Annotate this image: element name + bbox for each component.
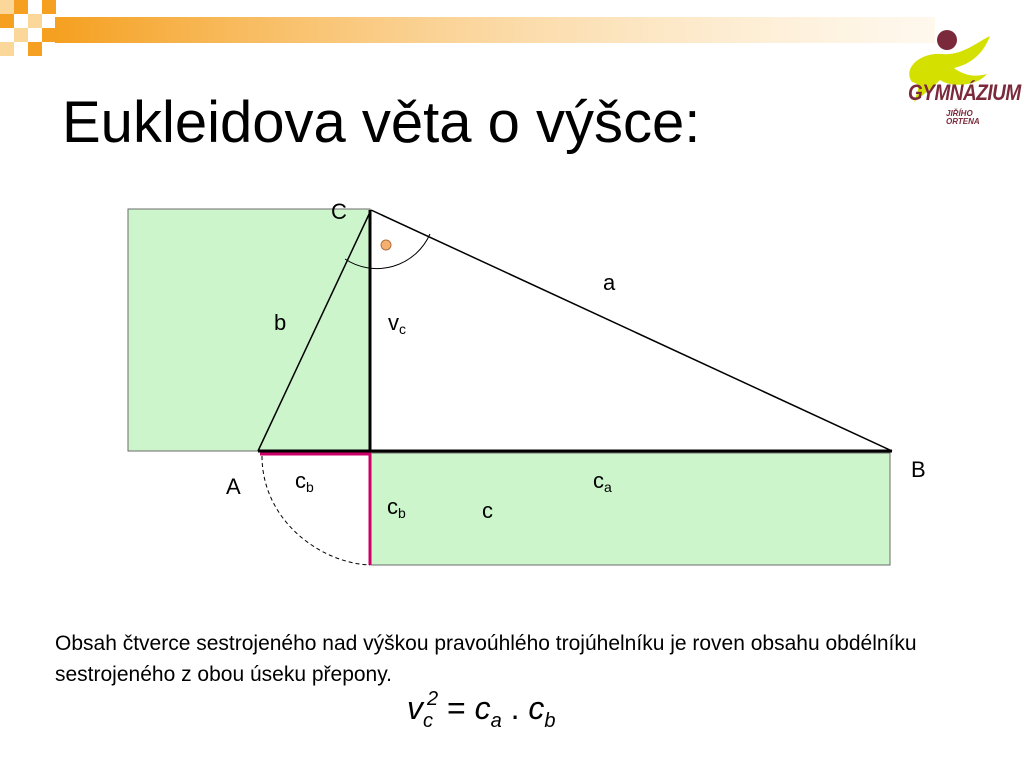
side-a bbox=[371, 210, 892, 451]
side-a-label: a bbox=[603, 270, 616, 295]
right-angle-dot bbox=[381, 240, 391, 250]
vertex-c-label: C bbox=[331, 199, 347, 224]
logo-text: GYMNÁZIUM bbox=[908, 81, 1021, 106]
logo-subtext: JIŘÍHO ORTENA bbox=[946, 109, 980, 126]
rotation-arc bbox=[262, 456, 370, 565]
segment-cb-side-label: $c_b$ bbox=[387, 494, 406, 521]
segment-ca-label: $c_a$ bbox=[593, 468, 612, 495]
vertex-b-label: B bbox=[911, 457, 926, 482]
vertex-a-label: A bbox=[226, 474, 241, 499]
description-text: Obsah čtverce sestrojeného nad výškou pravoúhlého trojúhelníku je roven obsahu obdélníku sestrojeného z obou úseku přepony. bbox=[55, 632, 917, 686]
side-c-label: c bbox=[482, 498, 493, 523]
height-vc-label: $v_c$ bbox=[388, 310, 406, 337]
slide-title: Eukleidova věta o výšce: bbox=[62, 90, 701, 155]
side-b-label: b bbox=[274, 310, 287, 335]
theorem-formula: $v_c^2 = c_a$ . $c_b$ bbox=[407, 688, 556, 732]
segment-rectangle bbox=[371, 453, 890, 565]
height-square bbox=[128, 209, 370, 451]
segment-cb-top-label: $c_b$ bbox=[295, 468, 314, 495]
